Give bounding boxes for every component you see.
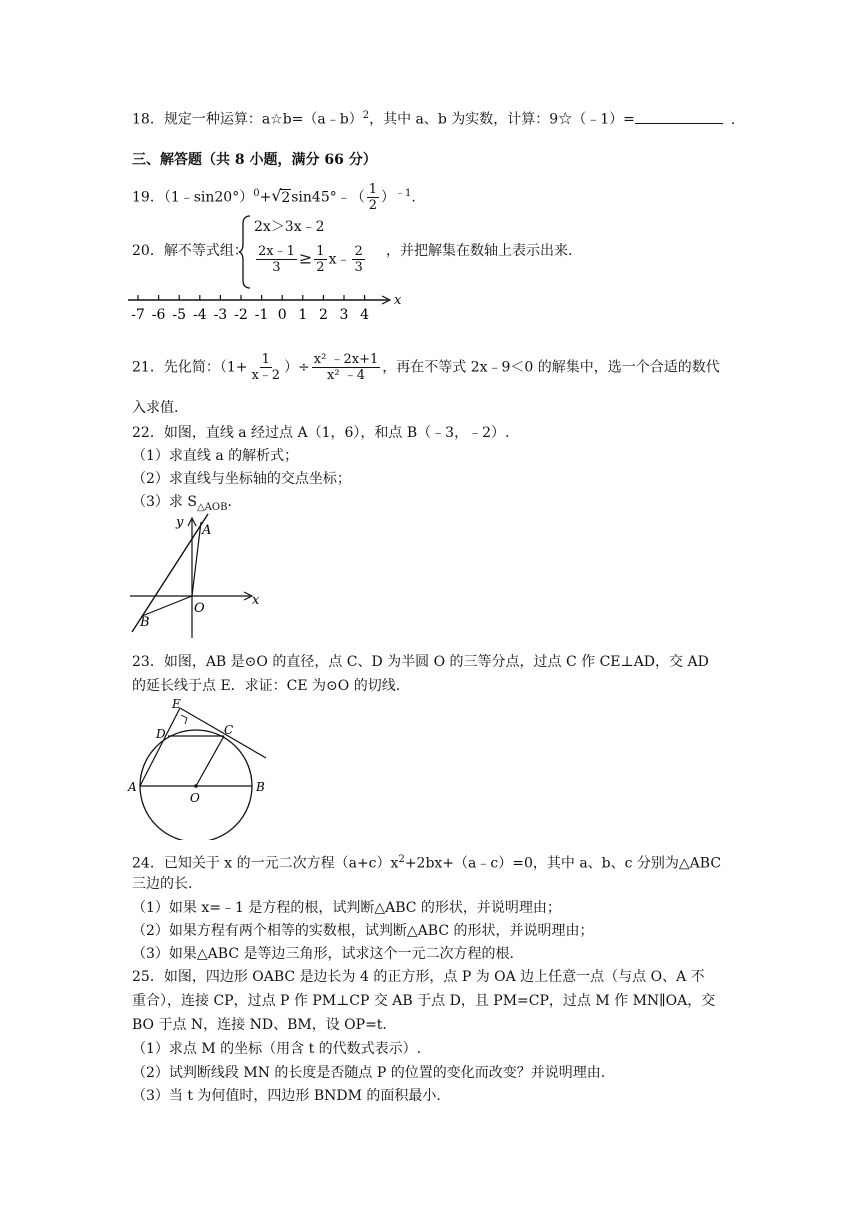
- number-line-tick-label: 2: [318, 307, 328, 323]
- square-root: √ 2: [271, 185, 291, 206]
- question-20-label: 20．解不等式组：: [132, 243, 248, 259]
- number-line-tick-label: -7: [131, 307, 145, 323]
- question-22-part1: （1）求直线 a 的解析式；: [132, 448, 299, 464]
- radius-OC: [196, 736, 224, 786]
- question-25-line2: 重合），连接 CP，过点 P 作 PM⊥CP 交 AB 于点 D，且 PM=CP，过点 M 作 MN∥OA，交: [132, 993, 716, 1009]
- question-24-part2: （2）如果方程有两个相等的实数根，试判断△ABC 的形状，并说明理由；: [132, 923, 594, 939]
- line-AE: [140, 708, 180, 786]
- question-25-part1: （1）求点 M 的坐标（用含 t 的代数式表示）.: [132, 1041, 422, 1057]
- question-20-tail: ，并把解集在数轴上表示出来.: [386, 243, 573, 259]
- fraction: $\frac{1}{x﹣2}$: [251, 352, 281, 383]
- label-O: O: [190, 791, 200, 805]
- label-B: B: [256, 780, 265, 794]
- question-24-part1: （1）如果 x=﹣1 是方程的根，试判断△ABC 的形状，并说明理由；: [132, 900, 561, 916]
- question-24-part3: （3）如果△ABC 是等边三角形，试求这个一元二次方程的根.: [132, 946, 514, 962]
- question-24-line2: 三边的长.: [132, 876, 193, 892]
- question-22-part2: （2）求直线与坐标轴的交点坐标；: [132, 471, 351, 487]
- question-21-line2: 入求值.: [132, 400, 179, 416]
- label-E: E: [172, 697, 181, 711]
- left-brace-icon: [238, 214, 252, 290]
- number-line-tick-label: 0: [277, 307, 287, 323]
- question-22: 22．如图，直线 a 经过点 A（1，6），和点 B（﹣3，﹣2）.: [132, 425, 510, 441]
- number-line-tick-label: 3: [339, 307, 349, 323]
- question-22-part3: （3）求 $S_{\triangle AOB}$.: [132, 494, 232, 513]
- label-y: y: [176, 515, 184, 530]
- figure-23: [126, 694, 276, 840]
- section-title: 三、解答题（共 8 小题，满分 66 分）: [132, 152, 377, 168]
- label-D: D: [156, 727, 166, 741]
- number-line-tick-label: -2: [234, 307, 248, 323]
- number-line-tick-label: -1: [254, 307, 269, 323]
- number-line-tick-label: -6: [151, 307, 166, 323]
- question-21: 21．先化简：（1+ $\frac{1}{x﹣2}$ ）÷ $\frac{\text{x² ﹣2x+1}}{\text{x² ﹣4}}$ ，再在不等式 2x﹣9＜0 的解集中，选一个合适的数代: [132, 352, 720, 383]
- question-24-line1: 24．已知关于 x 的一元二次方程$(a+c)x^2+2bx+(a﹣c)=0$，其中 a、b、c 分别为△ABC: [132, 854, 722, 872]
- number-line-tick-label: -5: [172, 307, 187, 323]
- number-line-tick-label: 1: [298, 307, 308, 323]
- number-line: [126, 290, 406, 326]
- question-25-part2: （2）试判断线段 MN 的长度是否随点 P 的位置的变化而改变？并说明理由.: [132, 1065, 606, 1081]
- label-O: O: [194, 601, 205, 616]
- answer-blank[interactable]: [635, 109, 723, 124]
- question-23-line1: 23．如图，AB 是⊙O 的直径，点 C、D 为半圆 O 的三等分点，过点 C 作 CE⊥AD，交 AD: [132, 654, 709, 670]
- label-B: B: [140, 615, 150, 630]
- question-25-part3: （3）当 t 为何值时，四边形 BNDM 的面积最小.: [132, 1088, 441, 1104]
- question-23-line2: 的延长线于点 E．求证：CE 为⊙O 的切线.: [132, 678, 401, 694]
- center-dot: [194, 784, 198, 788]
- label-x: x: [252, 593, 260, 608]
- question-25-line1: 25．如图，四边形 OABC 是边长为 4 的正方形，点 P 为 OA 边上任意一点（与点 O、A 不: [132, 969, 705, 985]
- number-line-axis-label: x: [394, 293, 402, 308]
- number-line-tick-label: -4: [192, 307, 207, 323]
- fraction: $\frac{\text{x² ﹣2x+1}}{\text{x² ﹣4}}$: [313, 352, 379, 383]
- inequality-2: $\frac{2x﹣1}{3}$ ≥ $\frac{1}{2}$ x﹣ $\frac{2}{3}$: [258, 244, 363, 275]
- label-A: A: [202, 523, 212, 538]
- fraction: $\frac{1}{2}$: [368, 182, 378, 213]
- tangent-CE: [180, 708, 266, 758]
- number-line-tick-label: -3: [213, 307, 228, 323]
- question-18: 18．规定一种运算：a☆b=（a﹣b）$^2$，其中 a、b 为实数，计算：9☆（﹣1）= .: [132, 110, 736, 128]
- label-C: C: [224, 723, 234, 737]
- question-19: 19．（1﹣sin20°）$^0$+ √ 2sin45°﹣（ $\frac{1}{2}$ ）$^{﹣1}$.: [132, 182, 416, 213]
- right-angle-mark: [181, 715, 187, 724]
- label-A: A: [128, 780, 137, 794]
- question-25-line3: BO 于点 N，连接 ND、BM，设 OP=t.: [132, 1017, 387, 1033]
- figure-22: [128, 512, 268, 642]
- inequality-1: 2x＞3x﹣2: [254, 219, 325, 235]
- number-line-tick-label: 4: [360, 307, 370, 323]
